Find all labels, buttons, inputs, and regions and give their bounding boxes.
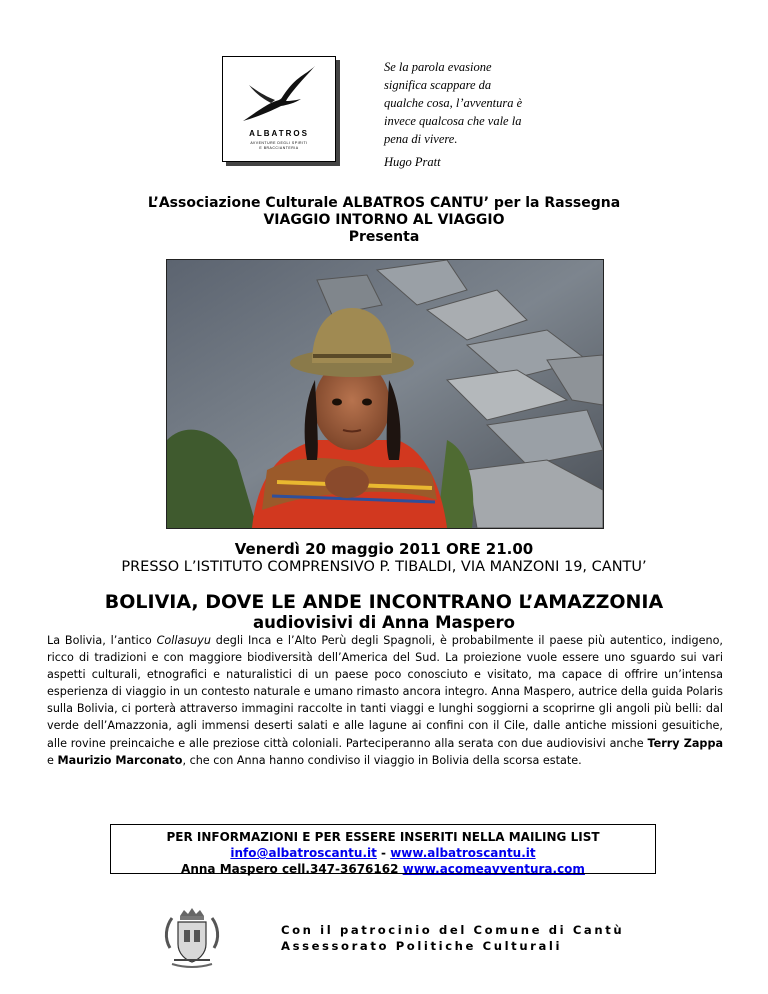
event-venue: PRESSO L’ISTITUTO COMPRENSIVO P. TIBALDI, VIA MANZONI 19, CANTU’	[121, 559, 647, 575]
guest-name: Maurizio Marconato	[57, 753, 183, 767]
intro-line: Presenta	[348, 229, 420, 245]
description-text: e	[47, 753, 58, 767]
quote-line: invece qualcosa che vale la	[384, 114, 522, 128]
patronage-line: Con il patrocinio del Comune di Cantù	[281, 923, 625, 937]
bolivian-girl-photo	[166, 259, 604, 529]
info-box	[110, 824, 656, 874]
description-text: La Bolivia, l’antico	[47, 634, 157, 647]
quote	[384, 58, 554, 171]
quote-line: significa scappare da	[384, 78, 492, 92]
guest-name: Terry Zappa	[647, 736, 723, 750]
quote-line: pena di vivere.	[384, 132, 458, 146]
patronage	[281, 922, 624, 954]
patronage-line: Assessorato Politiche Culturali	[281, 939, 563, 953]
quote-line: qualche cosa, l’avventura è	[384, 96, 523, 110]
logo-name: ALBATROS	[249, 129, 309, 138]
quote-author: Hugo Pratt	[384, 155, 441, 169]
info-links	[111, 845, 655, 861]
intro-heading	[0, 195, 768, 246]
intro-line: L’Associazione Culturale ALBATROS CANTU’ per la Rassegna	[147, 195, 621, 211]
intro-line: VIAGGIO INTORNO AL VIAGGIO	[263, 212, 505, 228]
contact-text: Anna Maspero cell.347-3676162	[181, 862, 403, 876]
description-text: , che con Anna hanno condiviso il viaggio in Bolivia della scorsa estate.	[182, 753, 582, 767]
event-title: BOLIVIA, DOVE LE ANDE INCONTRANO L’AMAZZONIA	[104, 591, 664, 613]
website2-link[interactable]: www.acomeavventura.com	[402, 862, 585, 876]
description-text: degli Inca e l’Alto Perù degli Spagnoli, è probabilmente il paese più autentico, indigeno, ricco di tradizioni e con maggiore biodiversità dell’America del Sud. La proiezione vuole essere uno sguardo sui vari aspetti culturali, etnografici e naturalistici di un paese poco conosciuto e visitato, ma capace di offrire un’intensa esperienza di viaggio in un contesto naturale e umano rimasto ancora integro. Anna Maspero, autrice della guida Polaris sulla Bolivia, ci porterà attraverso immagini raccolte in tanti viaggi e lunghi soggiorni a scoprirne gli angoli più belli: dal verde dell’Amazzonia, agli immensi deserti salati e alle lagune ai confini con il Cile, dalle antiche missioni gesuitiche, alle rovine preincaiche e alle preziose città coloniali. Parteciperanno alla serata con due audiovisivi anche	[47, 634, 723, 750]
event-subtitle: audiovisivi di Anna Maspero	[253, 613, 515, 632]
event-date: Venerdì 20 maggio 2011 ORE 21.00	[234, 540, 534, 558]
municipal-crest-icon	[164, 908, 220, 972]
logo-subline: AVVENTURE DEGLI SPIRITI	[250, 141, 308, 145]
info-contact	[111, 861, 655, 877]
website-link[interactable]: www.albatroscantu.it	[390, 846, 536, 860]
email-link[interactable]: info@albatroscantu.it	[230, 846, 377, 860]
collasuyu-term: Collasuyu	[156, 634, 211, 647]
event-description	[47, 632, 723, 769]
albatros-logo	[222, 56, 336, 162]
info-separator: -	[376, 846, 391, 860]
quote-line: Se la parola evasione	[384, 60, 492, 74]
info-heading: PER INFORMAZIONI E PER ESSERE INSERITI NELLA MAILING LIST	[166, 830, 600, 844]
logo-subline: E BRACCIANTERIA	[259, 146, 299, 150]
albatross-bird-icon	[241, 63, 317, 125]
